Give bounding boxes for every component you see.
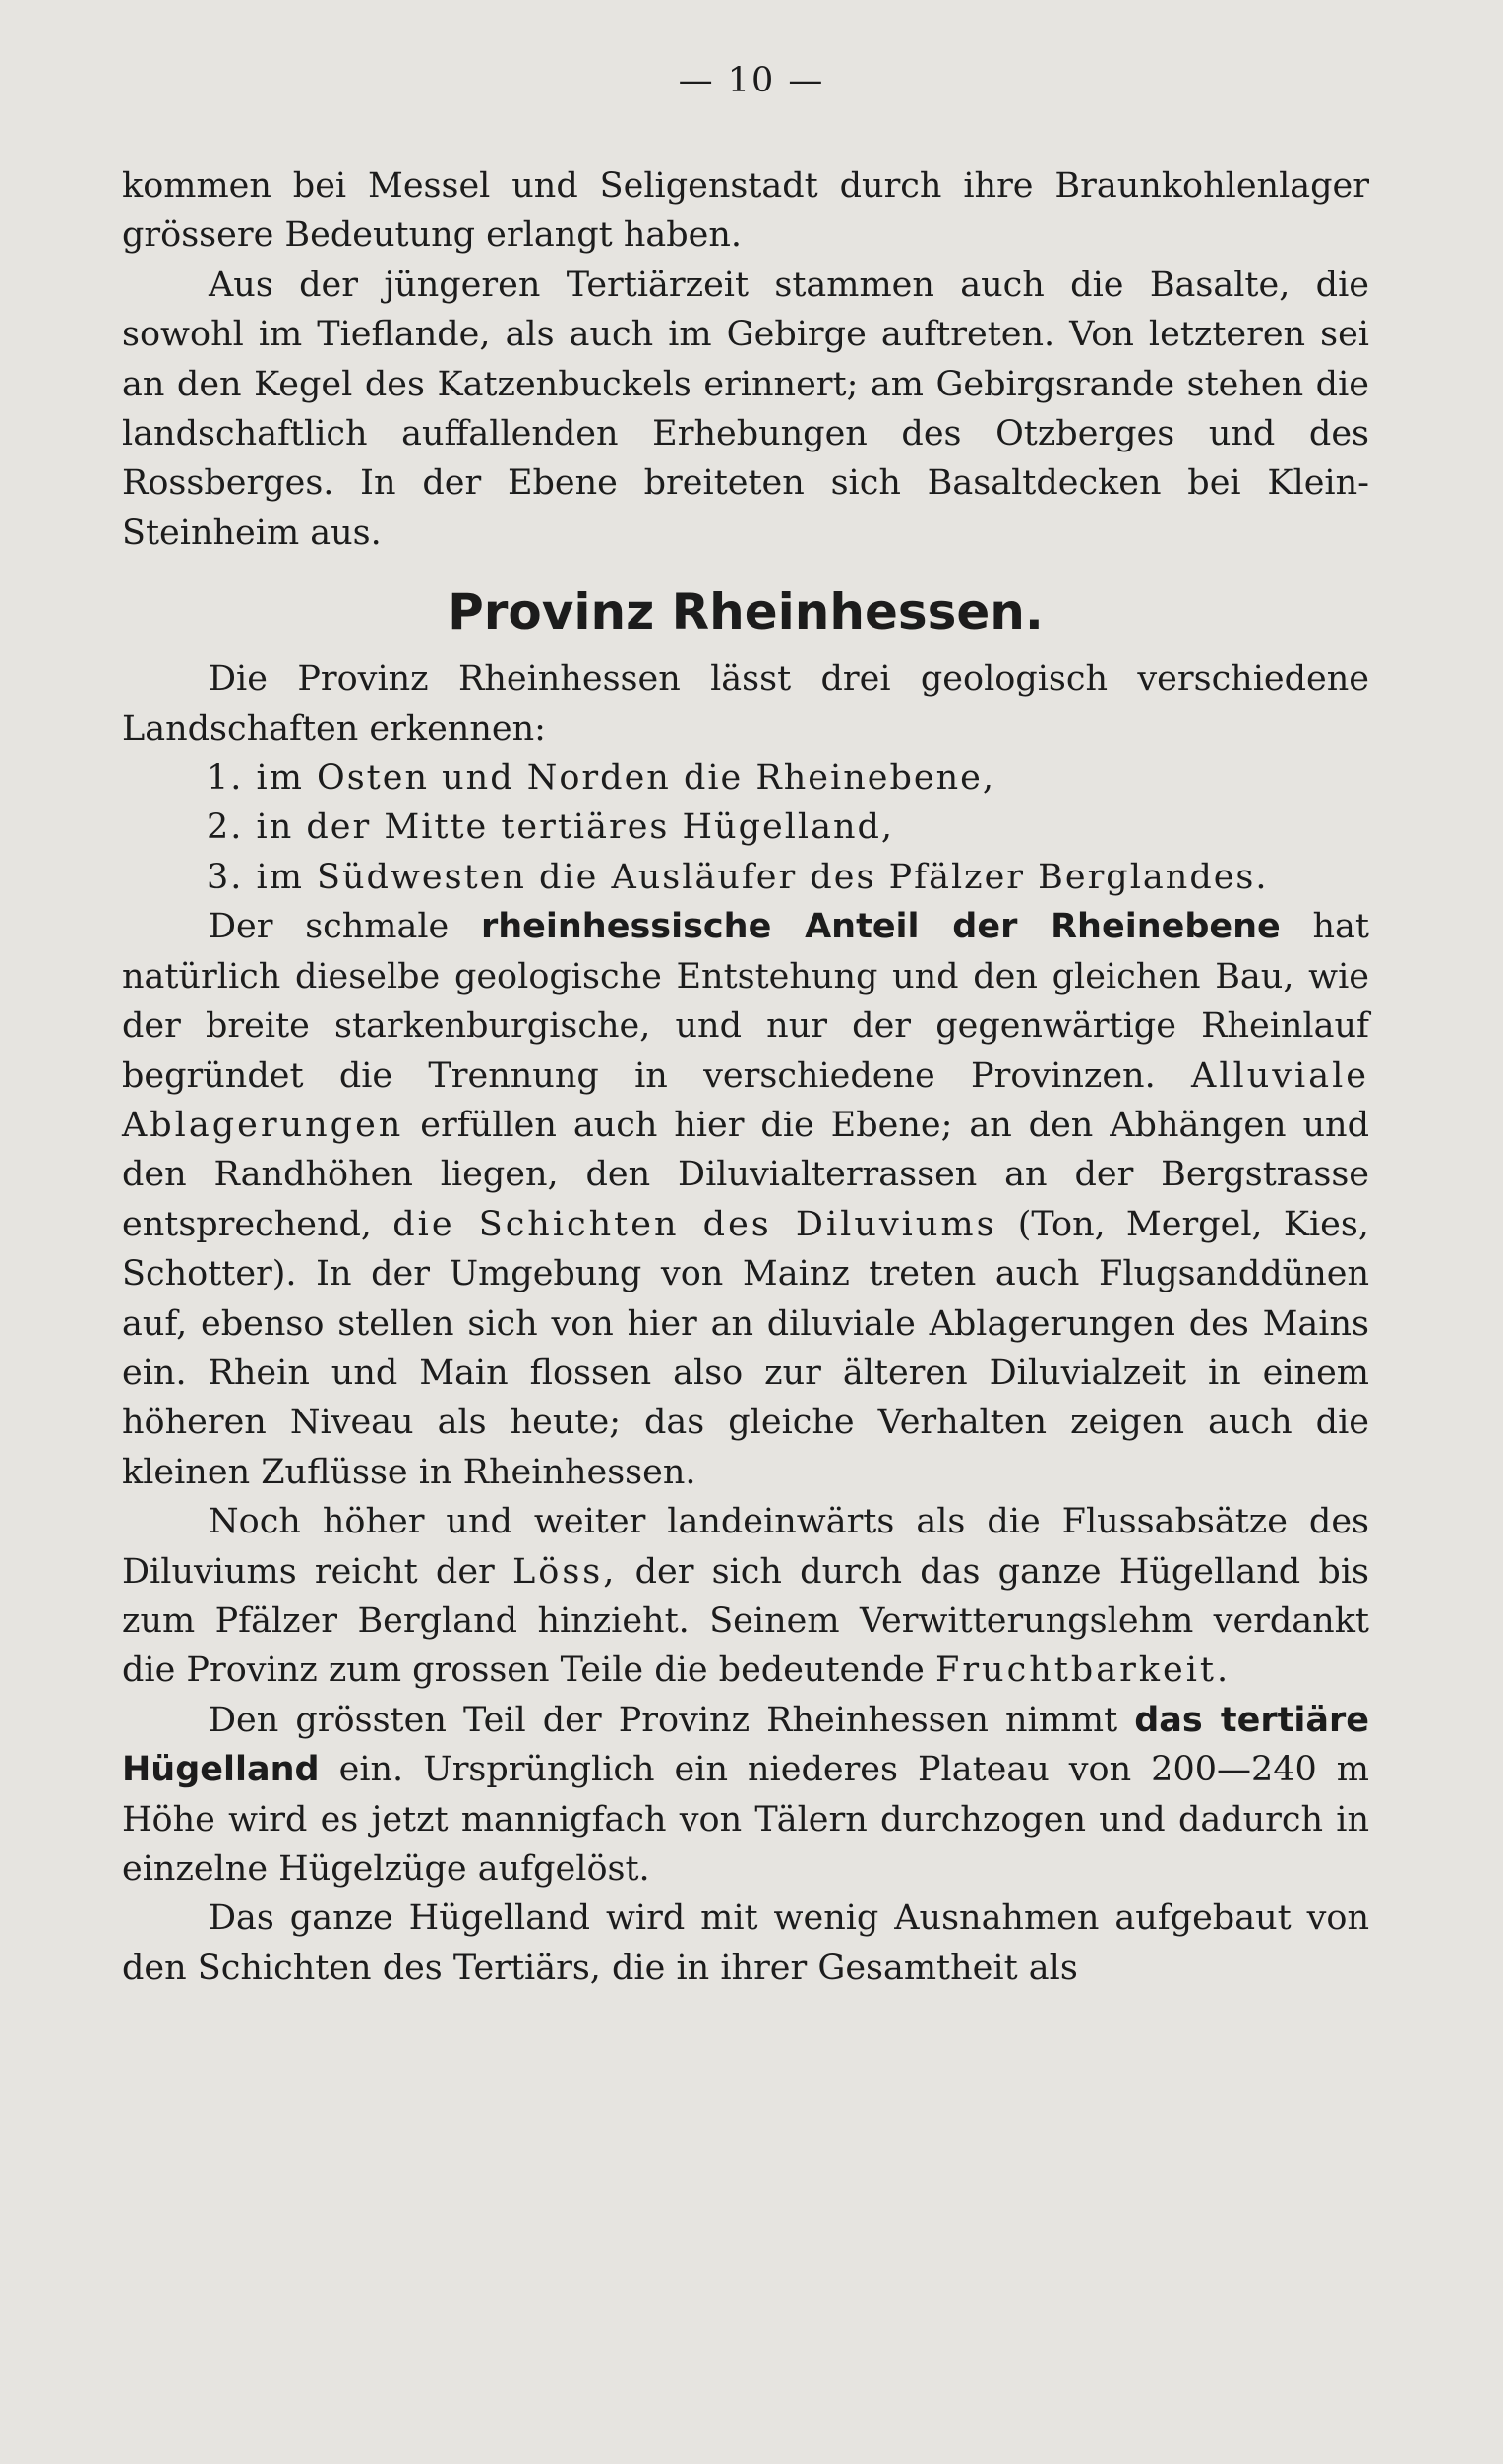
paragraph-landscapes-intro: Die Provinz Rheinhessen lässt drei geologisch verschiedene Landschaften erkennen: [122, 659, 1369, 749]
list-item: 3. im Südwesten die Ausläufer des Pfälzer Berglandes. [207, 857, 1269, 897]
paragraph-loess [122, 1497, 1369, 1696]
text-run: hat natürlich dieselbe geologische Entstehung und den gleichen Bau, wie der breite starkenburgische, und nur der gegenwärtige Rheinlauf begründet die Trennung in verschiedene Provinzen. [122, 907, 1369, 1096]
list-item: 2. in der Mitte tertiäres Hügelland, [207, 808, 895, 848]
paragraph-rheinebene [122, 902, 1369, 1497]
section-heading: Provinz Rheinhessen. [448, 583, 1044, 641]
emphasis-huegelland: das tertiäre Hügelland [122, 1700, 1369, 1790]
paragraph-huegelland [122, 1696, 1369, 1894]
spaced-term: Fruchtbarkeit. [935, 1651, 1232, 1691]
text-run: der sich durch das ganze Hügelland bis zum Pfälzer Bergland hinzieht. Seinem Verwitterungslehm verdankt die Provinz zum grossen Teile die bedeutende [122, 1551, 1369, 1691]
page-number: — 10 — [678, 61, 825, 100]
paragraph-continuation: kommen bei Messel und Seligenstadt durch ihre Braunkohlenlager grössere Bedeutung erlangt haben. [122, 166, 1369, 256]
text-run: Noch höher und weiter landeinwärts als die Flussabsätze des Diluviums reicht der [122, 1502, 1369, 1592]
text-run: erfüllen auch hier die Ebene; an den Abhängen und den Randhöhen liegen, den Diluvialterrassen an der Bergstrasse entsprechend, [122, 1105, 1369, 1244]
text-run: ein. Ursprünglich ein niederes Plateau von 200—240 m Höhe wird es jetzt mannigfach von Tälern durchzogen und dadurch in einzelne Hügelzüge aufgelöst. [122, 1750, 1369, 1889]
body-text [122, 161, 1369, 1993]
paragraph-basalte: Aus der jüngeren Tertiärzeit stammen auch die Basalte, die sowohl im Tieflande, als auch im Gebirge auftreten. Von letzteren sei an den Kegel des Katzenbuckels erinnert; am Gebirgsrande stehen die landschaftlich auffallenden Erhebungen des Otzberges und des Rossberges. In der Ebene breiteten sich Basaltdecken bei Klein-Steinheim aus. [122, 265, 1369, 553]
spaced-term: Löss, [512, 1551, 618, 1592]
text-run: Den grössten Teil der Provinz Rheinhessen nimmt [209, 1700, 1118, 1740]
paragraph-tertiaer: Das ganze Hügelland wird mit wenig Ausnahmen aufgebaut von den Schichten des Tertiärs, die in ihrer Gesamtheit als [122, 1898, 1369, 1988]
text-run: (Ton, Mergel, Kies, Schotter). In der Umgebung von Mainz treten auch Flugsanddünen auf, ebenso stellen sich von hier an diluviale Ablagerungen des Mains ein. Rhein und Main flossen also zur älteren Diluvialzeit in einem höheren Niveau als heute; das gleiche Verhalten zeigen auch die kleinen Zuflüsse in Rheinhessen. [122, 1204, 1369, 1492]
spaced-term: die Schichten des Diluviums [392, 1204, 997, 1244]
text-run: Der schmale [209, 907, 450, 947]
emphasis-rheinebene: rheinhessische Anteil der Rheinebene [480, 907, 1281, 947]
spaced-term: Alluviale Ablagerungen [122, 1055, 1369, 1145]
list-item: 1. im Osten und Norden die Rheinebene, [207, 758, 995, 799]
